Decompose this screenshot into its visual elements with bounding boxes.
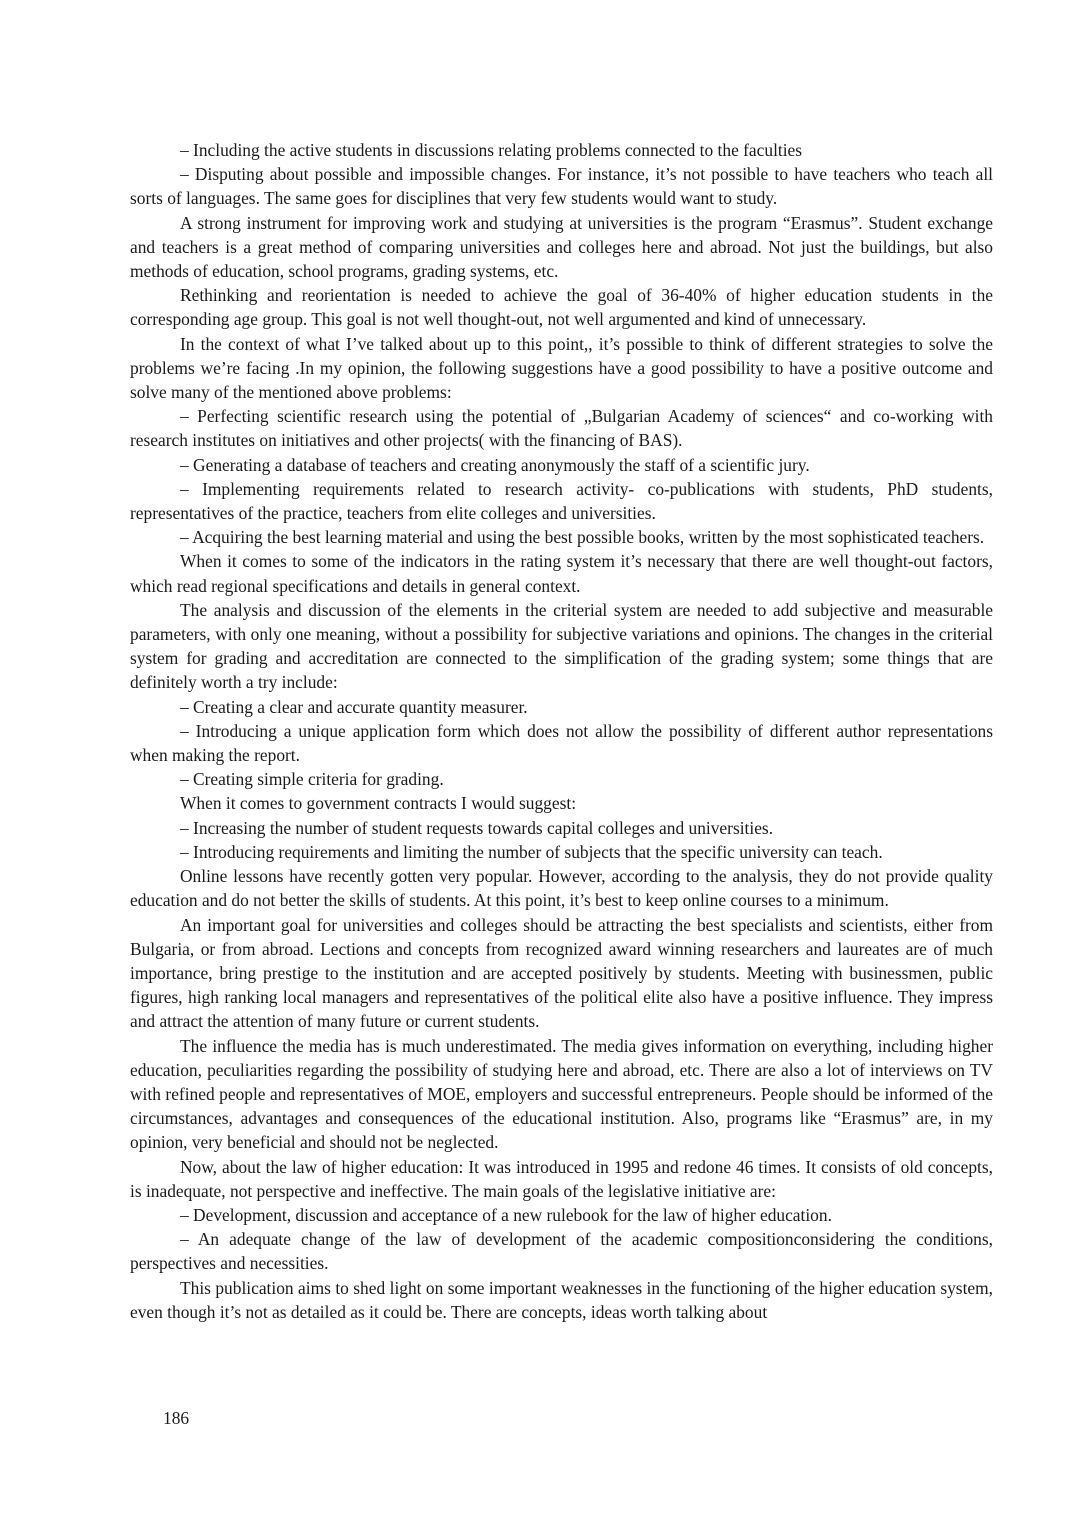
paragraph-erasmus-instrument: A strong instrument for improving work and studying at universities is the program “Erasmus”. Student exchange and teachers is a great method of comparing universities and colleges here and abroad. Not just the buildings, but also methods of education, school programs, grading systems, etc. [130,212,993,282]
paragraph-higher-education-law: Now, about the law of higher education: It was introduced in 1995 and redone 46 times. It consists of old concepts, is inadequate, not perspective and ineffective. The main goals of the legislative initiative are: [130,1156,993,1201]
paragraph-application-form: – Introducing a unique application form which does not allow the possibility of different author representations when making the report. [130,720,993,766]
paragraph-disputing-changes: – Disputing about possible and impossible changes. For instance, it’s not possible to have teachers who teach all sorts of languages. The same goes for disciplines that very few students would want to study. [130,164,993,209]
paragraph-quantity-measurer: – Creating a clear and accurate quantity measurer. [180,696,528,717]
paragraph-online-lessons: Online lessons have recently gotten very popular. However, according to the analysis, they do not provide quality education and do not better the skills of students. At this point, it’s best to keep online courses to a minimum. [130,866,993,911]
paragraph-criterial-system: The analysis and discussion of the elements in the criterial system are needed to add subjective and measurable parameters, with only one meaning, without a possibility for subjective variations and opinions. The changes in the criterial system for grading and accreditation are connected to the simplification of the grading system; some things that are definitely worth a try include: [130,599,993,693]
page-number: 186 [163,1408,190,1428]
paragraph-active-students: – Including the active students in discussions relating problems connected to the faculties [180,140,803,160]
paragraph-media-influence: The influence the media has is much underestimated. The media gives information on everything, including higher education, peculiarities regarding the possibility of studying here and abroad, etc. There are also a lot of interviews on TV with refined people and representatives of MOE, employers and successful entrepreneurs. People should be informed of the circumstances, advantages and consequences of the educational institution. Also, programs like “Erasmus” are, in my opinion, very beneficial and should not be neglected. [130,1035,993,1153]
paragraph-rating-indicators: When it comes to some of the indicators in the rating system it’s necessary that there are well thought-out factors, which read regional specifications and details in general context. [130,551,993,596]
paragraph-rethinking-goal: Rethinking and reorientation is needed to achieve the goal of 36-40% of higher education students in the corresponding age group. This goal is not well thought-out, not well argumented and kind of unnecessary. [130,285,993,330]
paragraph-strategies-context: In the context of what I’ve talked about up to this point,, it’s possible to think of different strategies to solve the problems we’re facing .In my opinion, the following suggestions have a good possibility to have a positive outcome and solve many of the mentioned above problems: [130,333,993,403]
paragraph-teacher-database: – Generating a database of teachers and creating anonymously the staff of a scientific jury. [180,454,810,475]
paragraph-perfecting-research: – Perfecting scientific research using the potential of „Bulgarian Academy of sciences“ and co-working with research institutes on initiatives and other projects( with the financing of BAS). [130,406,993,451]
paragraph-research-requirements: – Implementing requirements related to research activity- co-publications with students, PhD students, representatives of the practice, teachers from elite colleges and universities. [130,478,993,524]
paragraph-new-rulebook: – Development, discussion and acceptance of a new rulebook for the law of higher education. [180,1204,832,1225]
paragraph-grading-criteria: – Creating simple criteria for grading. [180,769,444,790]
page-body [130,138,993,1324]
paragraph-publication-aims: This publication aims to shed light on some important weaknesses in the functioning of the higher education system, even though it’s not as detailed as it could be. There are concepts, ideas worth talking about [130,1277,993,1322]
paragraph-attracting-specialists: An important goal for universities and colleges should be attracting the best specialists and scientists, either from Bulgaria, or from abroad. Lections and concepts from recognized award winning researchers and laureates are of much importance, bring prestige to the institution and are accepted positively by students. Meeting with businessmen, public figures, high ranking local managers and representatives of the political elite also have a positive influence. They impress and attract the attention of many future or current students. [130,914,993,1032]
paragraph-student-requests: – Increasing the number of student requests towards capital colleges and universities. [180,817,774,838]
paragraph-limiting-subjects: – Introducing requirements and limiting the number of subjects that the specific university can teach. [180,841,883,862]
paragraph-academic-composition: – An adequate change of the law of development of the academic compositionconsidering the conditions, perspectives and necessities. [130,1229,993,1274]
paragraph-learning-material: – Acquiring the best learning material and using the best possible books, written by the most sophisticated teachers. [180,527,985,548]
paragraph-government-contracts: When it comes to government contracts I would suggest: [180,793,577,814]
